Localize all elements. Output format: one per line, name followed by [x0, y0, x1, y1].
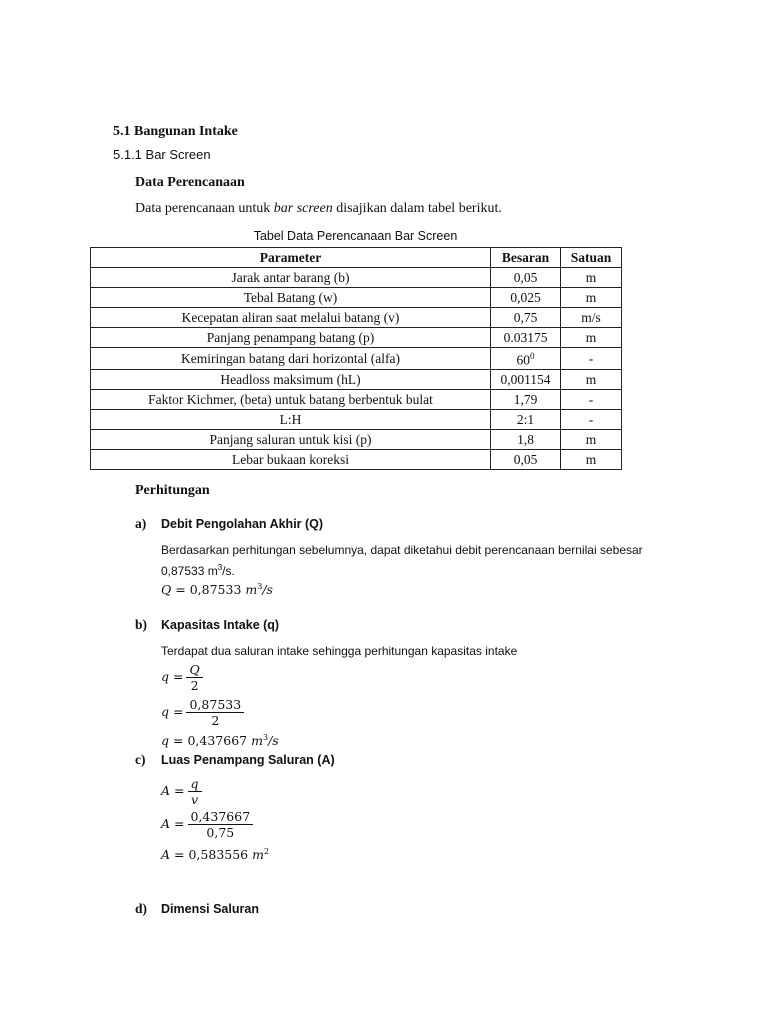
fraction-numerator: 0,437667 [190, 809, 251, 824]
flow-value-text: 0,87533 m [161, 564, 218, 578]
eq-unit-post: /s [268, 733, 279, 749]
subsection-heading-bar-screen: 5.1.1 Bar Screen [113, 147, 211, 162]
cell-unit: m [561, 369, 622, 389]
cell-unit: m [561, 328, 622, 348]
eq-equals: = [173, 733, 184, 749]
item-title-kapasitas: Kapasitas Intake (q) [161, 618, 280, 632]
eq-rhs: 0,87533 [189, 582, 242, 598]
eq-unit: m [252, 847, 264, 863]
cell-unit: m [561, 449, 622, 469]
cell-parameter: Kecepatan aliran saat melalui batang (v) [91, 308, 491, 328]
item-a-text-line1: Berdasarkan perhitungan sebelumnya, dapat diketahui debit perencanaan bernilai sebesar [161, 543, 643, 557]
cell-value: 0,05 [491, 449, 561, 469]
item-letter-d: d) [135, 901, 148, 916]
table-row [91, 409, 622, 429]
item-title-dimensi: Dimensi Saluran [161, 902, 259, 916]
eq-lhs: A [161, 783, 171, 798]
eq-lhs: A [161, 847, 171, 863]
item-letter-c: c) [135, 752, 146, 767]
angle-value: 60 [516, 352, 530, 368]
equation-q-result [161, 733, 279, 748]
equation-a-substituted [161, 809, 253, 840]
cell-unit: m [561, 288, 622, 308]
eq-unit-sup: 3 [257, 582, 263, 591]
equation-a-fraction [161, 776, 202, 807]
unit-superscript: 3 [217, 563, 223, 572]
cell-parameter: Panjang saluran untuk kisi (p) [91, 429, 491, 449]
cell-value: 0,001154 [491, 369, 561, 389]
fraction [188, 776, 202, 807]
table-row [91, 268, 622, 288]
intro-paragraph [135, 201, 502, 217]
fraction-denominator: 2 [186, 712, 244, 728]
eq-unit: m [251, 733, 263, 749]
cell-value: 1,8 [491, 429, 561, 449]
item-b-text: Terdapat dua saluran intake sehingga perhitungan kapasitas intake [161, 644, 518, 658]
cell-parameter: Faktor Kichmer, (beta) untuk batang berbentuk bulat [91, 389, 491, 409]
fraction-numerator: q [190, 776, 199, 791]
cell-value: 0,75 [491, 308, 561, 328]
intro-text-italic: bar screen [273, 201, 333, 216]
table-row [91, 449, 622, 469]
section-heading-bangunan-intake: 5.1 Bangunan Intake [113, 124, 238, 139]
equation-a-result [161, 847, 269, 862]
table-row [91, 369, 622, 389]
intro-text-pre: Data perencanaan untuk [135, 201, 274, 216]
table-row [91, 288, 622, 308]
header-satuan: Satuan [561, 248, 622, 268]
cell-parameter: Kemiringan batang dari horizontal (alfa) [91, 348, 491, 370]
fraction [186, 662, 202, 693]
eq-equals: = [173, 669, 184, 684]
fraction [186, 697, 244, 728]
fraction-numerator: 0,87533 [189, 697, 242, 712]
cell-value: 2:1 [491, 409, 561, 429]
cell-parameter: Panjang penampang batang (p) [91, 328, 491, 348]
parameter-table [90, 247, 622, 470]
eq-rhs: 0,437667 [187, 733, 248, 749]
eq-lhs: q [161, 733, 170, 749]
item-a-text-line2 [161, 563, 235, 578]
cell-unit: - [561, 409, 622, 429]
cell-parameter: Jarak antar barang (b) [91, 268, 491, 288]
unit-text: /s. [222, 564, 235, 578]
table-row [91, 328, 622, 348]
cell-unit: m/s [561, 308, 622, 328]
eq-unit-post: /s [262, 582, 273, 598]
cell-parameter: Lebar bukaan koreksi [91, 449, 491, 469]
eq-lhs: q [161, 669, 170, 684]
eq-unit: m [245, 582, 258, 598]
cell-unit: - [561, 348, 622, 370]
cell-value: 0.03175 [491, 328, 561, 348]
table-row [91, 429, 622, 449]
cell-parameter: L:H [91, 409, 491, 429]
item-letter-a: a) [135, 516, 147, 531]
eq-equals: = [174, 847, 185, 863]
cell-value: 1,79 [491, 389, 561, 409]
table-header-row [91, 248, 622, 268]
table-row [91, 308, 622, 328]
cell-unit: m [561, 429, 622, 449]
degree-superscript: 0 [530, 351, 535, 361]
item-title-luas: Luas Penampang Saluran (A) [161, 753, 335, 767]
fraction-denominator: 0,75 [188, 824, 254, 840]
heading-data-perencanaan: Data Perencanaan [135, 175, 245, 190]
eq-equals: = [174, 783, 185, 798]
eq-unit-sup: 3 [262, 733, 269, 742]
eq-lhs: q [161, 704, 170, 719]
cell-value: 0,05 [491, 268, 561, 288]
eq-unit-sup: 2 [263, 847, 270, 856]
eq-equals: = [173, 704, 184, 719]
item-letter-b: b) [135, 617, 148, 632]
heading-perhitungan: Perhitungan [135, 483, 210, 498]
table-caption: Tabel Data Perencanaan Bar Screen [253, 229, 458, 243]
equation-q-fraction [161, 662, 203, 693]
header-besaran: Besaran [491, 248, 561, 268]
eq-lhs: Q [161, 582, 172, 598]
table-row [91, 389, 622, 409]
cell-value: 0,025 [491, 288, 561, 308]
fraction [188, 809, 254, 840]
cell-parameter: Headloss maksimum (hL) [91, 369, 491, 389]
table-row [91, 348, 622, 370]
fraction-numerator: Q [189, 662, 200, 677]
item-title-debit: Debit Pengolahan Akhir (Q) [161, 517, 324, 531]
fraction-denominator: v [188, 791, 202, 807]
equation-q-substituted [161, 697, 244, 728]
eq-rhs: 0,583556 [188, 847, 249, 863]
fraction-denominator: 2 [186, 677, 202, 693]
cell-value [491, 348, 561, 370]
intro-text-post: disajikan dalam tabel berikut. [332, 201, 502, 216]
eq-lhs: A [161, 816, 171, 831]
header-parameter: Parameter [91, 248, 491, 268]
cell-unit: m [561, 268, 622, 288]
equation-q-value [161, 582, 273, 597]
cell-unit: - [561, 389, 622, 409]
eq-equals: = [175, 582, 186, 598]
cell-parameter: Tebal Batang (w) [91, 288, 491, 308]
eq-equals: = [174, 816, 185, 831]
